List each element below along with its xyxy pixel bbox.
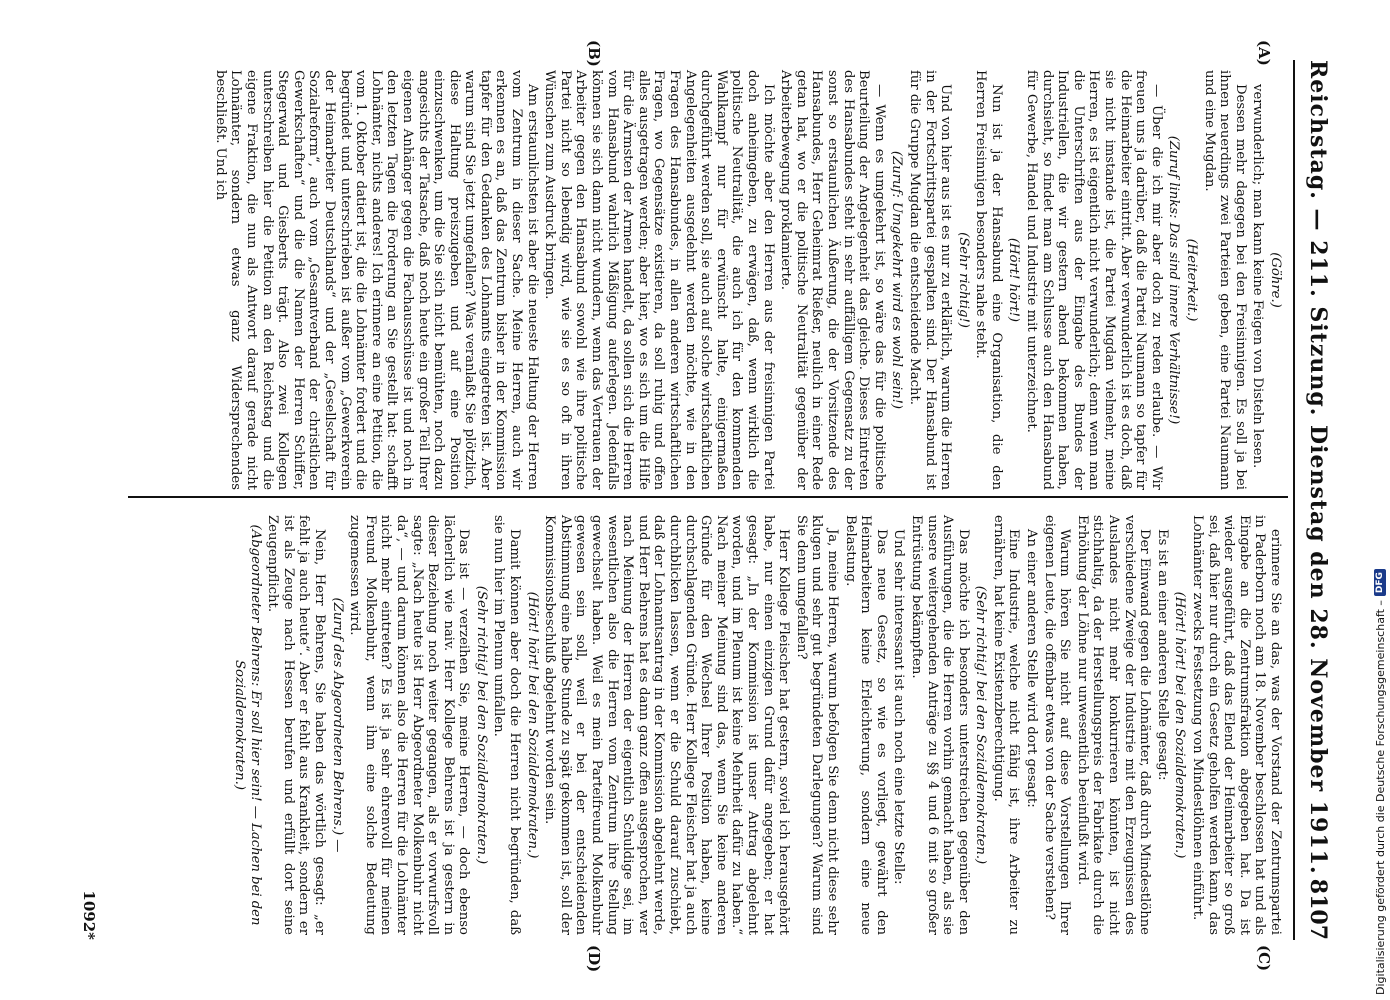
interjection: (Hört! hört!) [1006, 237, 1022, 323]
interjection: (Zuruf des Abgeordneten Behrens.) — [329, 597, 345, 853]
page-footer-number: 1092* [80, 890, 98, 940]
paragraph: Und sehr interessant ist auch noch eine letzte Stelle: [891, 529, 907, 885]
interjection: (Zuruf links: Das sind innere Verhältnisse!) [1166, 135, 1182, 425]
paragraph: Warum hören Sie nicht auf diese Vorstellungen Ihrer eigenen Leute, die offenbar etwas von der Sache verstehen? [1041, 515, 1073, 935]
interjection: (Sehr richtig! bei den Sozialdemokraten.) [473, 585, 489, 865]
paragraph: Nein, Herr Behrens, Sie haben das wörtlich gesagt: „er fehlt ja auch heute“. Aber er fehlt aus Krankheit, sondern er ist als Zeuge nach Hessen berufen und erfüllt dort seine Zeugenpflicht. [265, 515, 327, 935]
quotation: Das neue Gesetz, so wie es vorliegt, gewährt den Heimarbeitern keine Erleichterung, sondern eine neue Belastung. [842, 515, 889, 935]
interjection: (Heiterkeit.) [1184, 238, 1200, 322]
left-text-column [123, 70, 1283, 490]
paragraph: Am erstaunlichsten ist aber die neueste Haltung der Herren vom Zentrum in dieser Sache. Meine Herren, auch wir erkennen es an, daß das Zentrum bisher in der Kommission tapfer für den Gedanken des Lohnamts eingetreten ist. Aber warum sind Sie jetzt umgefallen? Was veranlaßt Sie plötzlich, diese Haltung preiszugeben und auf eine Position einzuschwenken, um die Sie sich nicht bemühten, noch dazu angesichts der Tatsache, daß noch heute ein großer Teil Ihrer eigenen Anhänger gegen die Fachausschüsse ist und noch in den letzten Tagen die Forderung an Sie gestellt hat: schafft Lohnämter, nichts anderes! Ich erinnere an eine Petition, die vom 1. Oktober datiert ist, die die Lohnämter fordert und die begründet und unterschrieben ist außer vom „Gewerkverein der Heimarbeiter Deutschlands“ und der „Gesellschaft für Sozialreform“, auch vom „Gesamtverband der christlichen Gewerkschaften“ und die die Namen der Herren Schiffer, Stegerwald und Giesberts trägt. Also zwei Kollegen unterschreiben hier die Petition an den Reichstag und die eigene Fraktion, die nun als Antwort darauf gerade nicht Lohnämter, sondern etwas ganz Widersprechendes beschließt. Und ich [212, 70, 540, 490]
interjection: (Abgeordneter Behrens: Er soll hier sein! — Lachen bei den Sozialdemokraten.) [232, 524, 263, 926]
header-rule [1293, 60, 1295, 940]
funding-text: Digitalisierung gefördert durch die Deutsche Forschungsgemeinschaft – [1373, 600, 1387, 995]
column-divider [128, 496, 1288, 498]
right-text-column [123, 515, 1283, 935]
interjection: (Zuruf: Umgekehrt wird es wohl sein!) [889, 150, 905, 410]
paragraph: An einer anderen Stelle wird dort gesagt: [1024, 529, 1040, 808]
paragraph: Ich möchte aber den Herren aus der freisinnigen Partei doch anheimgeben, zu erwägen, daß, wenn wirklich die politische Neutralität, die auch ich für den kommenden Wahlkampf nur für erwünscht halte, einigermaßen durchgeführt werden soll, sie auch auf solche wirtschaftlichen Angelegenheiten ausgedehnt werden möchte, wie in den Fragen des Hansabundes, in allen anderen wirtschaftlichen Fragen, wo Gegensätze existieren, da soll ruhig und offen alles ausgetragen werden; aber hier, wo es sich um die Hilfe für die Ärmsten der Armen handelt, da sollen sich die Herren vom Hansabund wahrlich Mäßigung auferlegen. Jedenfalls können sie sich dann nicht wundern, wenn das Vertrauen der Arbeiter gegen den Hansabund sowohl wie ihre politische Partei nicht so lebendig wird, wie sie es so oft in ihren Wünschen zum Ausdruck bringen. [542, 70, 776, 490]
margin-marker-b: (B) [585, 40, 603, 67]
interjection: (Hört! hört! bei den Sozialdemokraten.) [1172, 591, 1188, 859]
digitization-credit [1350, 572, 1387, 1000]
quotation: Der Einwand gegen die Lohnämter, daß durch Mindestlöhne verschiedene Zweige der Industrie mit den Erzeugnissen des Auslandes nicht mehr konkurrieren könnten, ist nicht stichhaltig, da der Herstellungspreis der Fabrikate durch die Erhöhung der Löhne nur unwesentlich beeinflußt wird. [1074, 515, 1153, 935]
speaker-name: (Göhre.) [1268, 252, 1283, 308]
quotation: Eine Industrie, welche nicht fähig ist, ihre Arbeiter zu ernähren, hat keine Existenzberechtigung. [990, 515, 1022, 935]
paragraph: Und von hier aus ist es nur zu erklärlich, warum die Herren in der Fortschrittspartei gespalten sind. Der Hansabund ist für die Gruppe Mugdan die entscheidende Macht. [906, 70, 954, 490]
paragraph: — Über die ich mir aber doch zu reden erlaube. — Wir freuen uns ja darüber, daß die Partei Naumann so tapfer für die Heimarbeiter eintritt. Aber verwunderlich ist es doch, daß sie nicht imstande ist, die Partei Mugdan vielmehr, meine Herren, es ist eigentlich nicht verwunderlich; denn wenn man die Unterschriften aus der Eingabe des Bundes der Industriellen, die wir gestern abend bekommen haben, durchsieht, so findet man am Schlusse auch den Hansabund für Gewerbe, Handel und Industrie mit unterzeichnet. [1024, 70, 1164, 490]
paragraph: erinnere Sie an das, was der Vorstand der Zentrumspartei in Paderborn noch am 18. November beschlossen hat und als Eingabe an die Zentrumsfraktion abgegeben hat. Da ist wieder ausgeführt, daß das Elend der Heimarbeiter so groß sei, daß hier nur durch ein Gesetz geholfen werden kann, das Lohnämter zwecks Festsetzung von Mindestlöhnen einführt. [1190, 515, 1283, 935]
paragraph: Ja, meine Herren, warum befolgen Sie denn nicht diese sehr klugen und sehr gut begründeten Darlegungen? Warum sind Sie denn umgefallen? [793, 515, 840, 935]
interjection: (Sehr richtig!) [955, 232, 971, 328]
paragraph: — Wenn es umgekehrt ist, so wäre das für die politische Beurteilung der Angelegenheit das gleiche. Dieses Eintreten des Hansabundes steht in sehr auffälligem Gegensatz zu der sonst so erstaunlichen Äußerung, die der Vorsitzende des Hansabundes, Herr Geheimrat Rießer, neulich in einer Rede getan hat, wo er die politische Neutralität gegenüber der Arbeiterbewegung proklamierte. [778, 70, 887, 490]
paragraph: Herr Kollege Fleischer hat gestern, soviel ich herausgehört habe, nur einen einzigen Grund dafür angegeben; er hat gesagt: „In der Kommission ist unser Antrag abgelehnt worden, und im Plenum ist keine Mehrheit dafür zu haben.“ Nach meiner Meinung sind das, wenn Sie keine anderen Gründe für den Wechsel Ihrer Position haben, keine durchschlagenden Gründe. Herr Kollege Fleischer hat ja auch durchblicken lassen, wenn er die Schuld darauf zuschiebt, daß der Lohnamtsantrag in der Kommission abgelehnt werde, und Herr Behrens hat es dann ganz offen ausgesprochen, wer nach Meinung der Herren der eigentlich Schuldige sei, im wesentlichen also die Herren vom Zentrum ihre Stellung gewechselt haben. Weil es mein Parteifreund Molkenbuhr gewesen sein soll, weil er bei der entscheidenden Abstimmung eine halbe Stunde zu spät gekommen ist, soll der Kommissionsbeschluß abgelehnt worden sein. [542, 515, 792, 935]
margin-marker-a: (A) [1255, 40, 1273, 66]
margin-marker-d: (D) [585, 945, 603, 973]
paragraph: Damit können aber doch die Herren nicht begründen, daß sie nun hier im Plenum umfallen. [491, 515, 523, 935]
interjection: (Hört! hört! bei den Sozialdemokraten.) [524, 591, 540, 859]
paragraph: Das ist — verzeihen Sie, meine Herren, — doch ebenso lächerlich wie naiv. Herr Kollege Behrens ist ja gestern in dieser Beziehung noch weiter gegangen, als er vorwurfsvoll sagte: „Nach heute ist Herr Abgeordneter Molkenbuhr nicht da“, — und darum können also die Herren für die Lohnämter nicht mehr eintreten? Es ist ja sehr ehrenvoll für meinen Freund Molkenbuhr, wenn ihm eine solche Bedeutung zugemessen wird. [347, 515, 472, 935]
page-header [1298, 60, 1338, 940]
page-number: 8107 [1305, 878, 1331, 940]
paragraph: Es ist an einer anderen Stelle gesagt: [1154, 529, 1170, 781]
interjection: (Sehr richtig! bei den Sozialdemokraten.) [973, 585, 989, 865]
page-header-session: Reichstag. — 211. Sitzung. Dienstag den 28. November 1911. [1305, 60, 1331, 875]
paragraph: Nun ist ja der Hansabund eine Organisation, die den Herren Freisinnigen besonders nahe steht. [973, 70, 1004, 490]
paragraph: Das möchte ich besonders unterstreichen gegenüber den Ausführungen, die die Herren vorhin gemacht haben, als sie unsere weitergehenden Anträge zu §§ 4 und 6 mit so großer Entrüstung bekämpften. [908, 515, 971, 935]
paragraph: verwunderlich; man kann keine Feigen von Disteln lesen. [1250, 84, 1266, 469]
margin-marker-c: (C) [1255, 945, 1273, 972]
paragraph: Dessen mehr dagegen bei den Freisinnigen. Es soll ja bei ihnen neuerdings zwei Parteien geben, eine Partei Naumann und eine Mugdan. [1201, 70, 1248, 490]
dfg-logo: DFG [1374, 569, 1386, 596]
